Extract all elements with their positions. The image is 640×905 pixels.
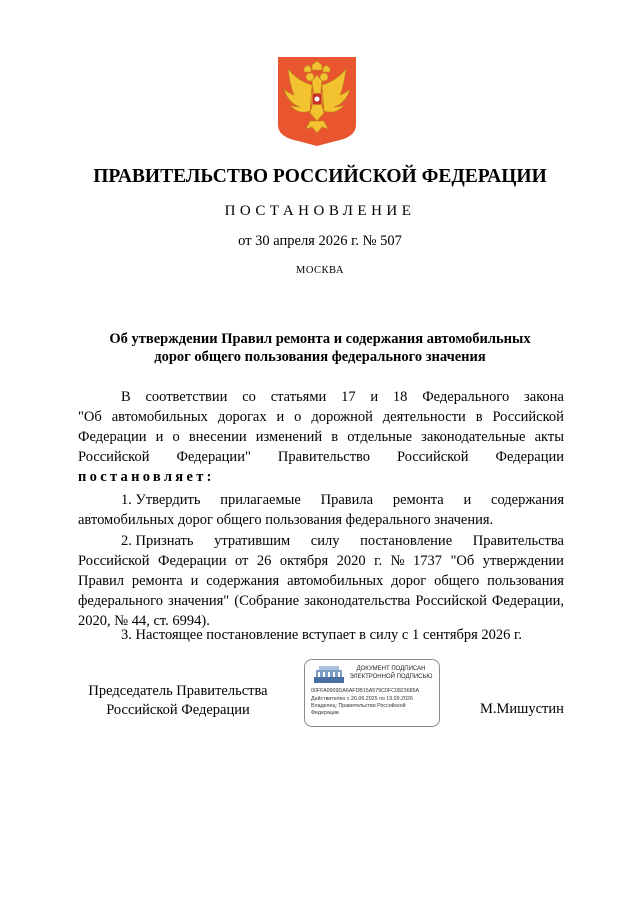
document-type: ПОСТАНОВЛЕНИЕ: [224, 203, 416, 219]
word: Российской: [415, 593, 487, 609]
word: и: [463, 492, 472, 508]
word: закона: [524, 389, 564, 405]
word: о: [294, 409, 302, 425]
word: акты: [534, 429, 564, 445]
text-line: [78, 427, 564, 447]
word: содержания: [206, 573, 280, 589]
signer-position-line: Российской Федерации: [106, 702, 250, 718]
word: Федерации,: [491, 593, 564, 609]
subject-line: Об утверждении Правил ремонта и содержания автомобильных: [109, 331, 531, 347]
text-line: [78, 531, 564, 551]
word: автомобильных: [111, 409, 208, 425]
word: 1. Утвердить: [121, 492, 201, 508]
text-line: [78, 551, 564, 571]
word: октября: [279, 553, 329, 569]
word: Правил: [78, 573, 124, 589]
word: о: [172, 429, 180, 445]
resolves-word: постановляет:: [78, 469, 215, 485]
word: и: [370, 389, 379, 405]
word: утратившим: [214, 533, 291, 549]
word: утверждении: [482, 553, 564, 569]
signer-name: М.Мишустин: [480, 701, 564, 717]
word: силу: [310, 533, 340, 549]
text-line: 2020, № 44, ст. 6994).: [78, 613, 210, 629]
document-date-number: от 30 апреля 2026 г. № 507: [238, 233, 402, 249]
word: прилагаемые: [220, 492, 301, 508]
signature-logo-icon: [314, 666, 344, 683]
document-subject: [60, 330, 580, 366]
word: значения": [168, 593, 230, 609]
signer-position-line: Председатель Правительства: [88, 683, 268, 699]
electronic-signature-stamp: [304, 659, 440, 727]
word: В: [121, 389, 131, 405]
word: 18: [392, 389, 408, 405]
word: дорог: [391, 573, 427, 589]
word: №: [390, 553, 405, 569]
government-title: ПРАВИТЕЛЬСТВО РОССИЙСКОЙ ФЕДЕРАЦИИ: [93, 165, 547, 188]
stamp-owner: Владелец: Правительство Российской: [311, 703, 406, 709]
word: 2. Признать: [121, 533, 194, 549]
word: Российской: [78, 553, 150, 569]
document-city: МОСКВА: [296, 265, 344, 276]
text-line: [78, 591, 564, 611]
word: ремонта: [131, 573, 183, 589]
word: г.: [374, 553, 383, 569]
word: Российской: [78, 449, 150, 465]
word: статьями: [270, 389, 327, 405]
text-line: автомобильных дорог общего пользования федерального значения.: [78, 512, 494, 528]
word: 1737: [412, 553, 442, 569]
word: дорожной: [311, 409, 373, 425]
text-line: 3. Настоящее постановление вступает в силу с 1 сентября 2026 г.: [121, 627, 522, 643]
stamp-owner: Федерации: [311, 710, 339, 716]
word: Федерации: [157, 553, 227, 569]
stamp-title-line: ДОКУМЕНТ ПОДПИСАН: [356, 666, 426, 672]
word: Федерации: [78, 429, 147, 445]
stamp-serial: 00FFA0909DA6AFDB15A579C0FC0823685A: [311, 688, 420, 694]
stamp-validity: Действителен с 26.06.2025 по 19.09.2026: [311, 696, 413, 702]
word: отдельные: [347, 429, 413, 445]
text-line: [78, 387, 564, 407]
signer-position: [78, 682, 278, 720]
word: 26: [256, 553, 272, 569]
word: "Об: [78, 409, 102, 425]
word: "Об: [450, 553, 475, 569]
word: законодательные: [421, 429, 526, 445]
text-line: [78, 490, 564, 510]
word: изменений: [255, 429, 323, 445]
word: общего: [434, 573, 480, 589]
item-3: [78, 625, 564, 645]
word: Федерации: [495, 449, 564, 465]
text-line: [78, 447, 564, 467]
word: деятельности: [382, 409, 466, 425]
word: 17: [341, 389, 356, 405]
word: Правительство: [277, 449, 371, 465]
word: Федерации": [176, 449, 251, 465]
word: со: [242, 389, 256, 405]
subject-line: дорог общего пользования федерального значения: [154, 349, 486, 365]
word: Правительства: [472, 533, 564, 549]
word: соответствии: [145, 389, 228, 405]
word: содержания: [491, 492, 564, 508]
word: пользования: [487, 573, 564, 589]
word: законодательства: [304, 593, 411, 609]
word: 2020: [336, 553, 366, 569]
word: постановление: [360, 533, 453, 549]
word: в: [331, 429, 339, 445]
word: автомобильных: [287, 573, 384, 589]
stamp-title: [349, 666, 433, 681]
word: и: [190, 573, 199, 589]
word: Правила: [320, 492, 374, 508]
word: федерального: [78, 593, 163, 609]
text-line: [78, 571, 564, 591]
stamp-title-line: ЭЛЕКТРОННОЙ ПОДПИСЬЮ: [349, 673, 433, 680]
word: и: [155, 429, 164, 445]
word: Федерального: [422, 389, 510, 405]
text-line: [78, 407, 564, 427]
preamble: [78, 387, 564, 487]
word: от: [234, 553, 249, 569]
state-emblem-icon: [276, 55, 358, 147]
word: Российской: [492, 409, 564, 425]
word: и: [276, 409, 285, 425]
text-line: [78, 467, 564, 487]
item-1: [78, 490, 564, 530]
word: (Собрание: [234, 593, 300, 609]
word: в: [475, 409, 483, 425]
word: дорогах: [217, 409, 267, 425]
item-2: [78, 531, 564, 631]
word: внесении: [188, 429, 247, 445]
word: ремонта: [392, 492, 444, 508]
word: Российской: [397, 449, 469, 465]
